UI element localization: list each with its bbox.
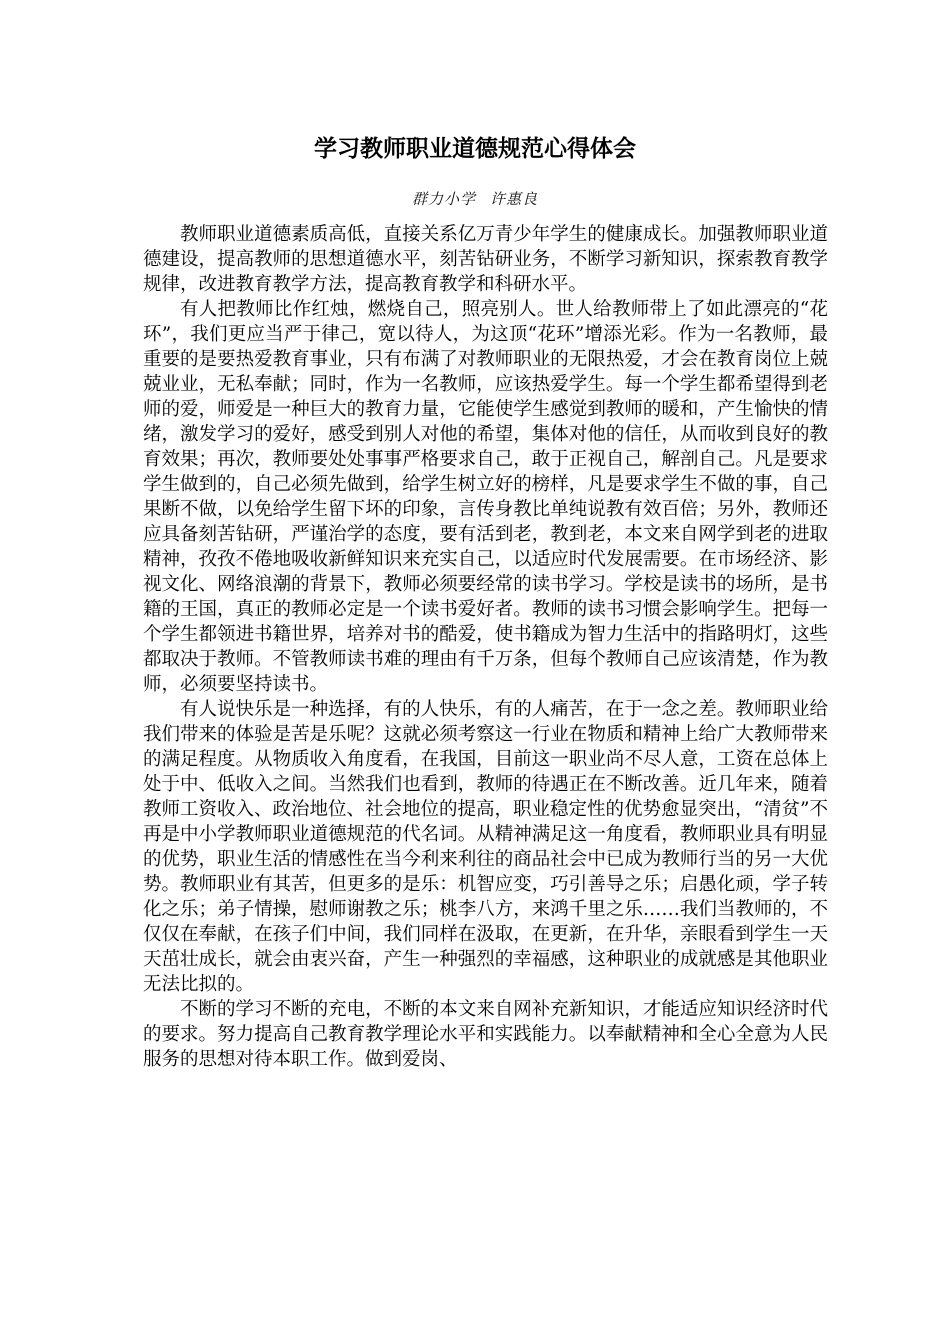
document-body <box>143 222 828 1072</box>
author-name: 许惠良 <box>490 190 539 208</box>
paragraph-2: 有人把教师比作红烛，燃烧自己，照亮别人。世人给教师带上了如此漂亮的“花环”，我们更应当严于律己，宽以待人，为这顶“花环”增添光彩。作为一名教师，最重要的是要热爱教育事业，只有布满了对教师职业的无限热爱，才会在教育岗位上兢兢业业，无私奉献；同时，作为一名教师，应该热爱学生。每一个学生都希望得到老师的爱，师爱是一种巨大的教育力量，它能使学生感觉到教师的暖和，产生愉快的情绪，激发学习的爱好，感受到别人对他的希望，集体对他的信任，从而收到良好的教育效果；再次，教师要处处事事严格要求自己，敢于正视自己，解剖自己。凡是要求学生做到的，自己必须先做到，给学生树立好的榜样，凡是要求学生不做的事，自己果断不做，以免给学生留下坏的印象，言传身教比单纯说教有效百倍；另外，教师还应具备刻苦钻研，严谨治学的态度，要有活到老，教到老，本文来自网学到老的进取精神，孜孜不倦地吸收新鲜知识来充实自己，以适应时代发展需要。在市场经济、影视文化、网络浪潮的背景下，教师必须要经常的读书学习。学校是读书的场所，是书籍的王国，真正的教师必定是一个读书爱好者。教师的读书习惯会影响学生。把每一个学生都领进书籍世界，培养对书的酷爱，使书籍成为智力生活中的指路明灯，这些都取决于教师。不管教师读书难的理由有千万条，但每个教师自己应该清楚，作为教师，必须要坚持读书。 <box>143 299 828 695</box>
paragraph-4: 不断的学习不断的充电，不断的本文来自网补充新知识，才能适应知识经济时代的要求。努力提高自己教育教学理论水平和实践能力。以奉献精神和全心全意为人民服务的思想对待本职工作。做到爱岗、 <box>143 999 828 1070</box>
paragraph-3: 有人说快乐是一种选择，有的人快乐，有的人痛苦，在于一念之差。教师职业给我们带来的体验是苦是乐呢？这就必须考察这一行业在物质和精神上给广大教师带来的满足程度。从物质收入角度看，在我国，目前这一职业尚不尽人意，工资在总体上处于中、低收入之间。当然我们也看到，教师的待遇正在不断改善。近几年来，随着教师工资收入、政治地位、社会地位的提高，职业稳定性的优势愈显突出，“清贫”不再是中小学教师职业道德规范的代名词。从精神满足这一角度看，教师职业具有明显的优势，职业生活的情感性在当今利来利往的商品社会中已成为教师行当的另一大优势。教师职业有其苦，但更多的是乐：机智应变，巧引善导之乐；启愚化顽，学子转化之乐；弟子情操，慰师谢教之乐；桃李八方，来鸿千里之乐……我们当教师的，不仅仅在奉献，在孩子们中间，我们同样在汲取，在更新，在升华，亲眼看到学生一天天茁壮成长，就会由衷兴奋，产生一种强烈的幸福感，这种职业的成就感是其他职业无法比拟的。 <box>143 699 828 995</box>
document-title: 学习教师职业道德规范心得体会 <box>314 136 636 162</box>
author-school: 群力小学 <box>411 190 476 208</box>
paragraph-1: 教师职业道德素质高低，直接关系亿万青少年学生的健康成长。加强教师职业道德建设，提高教师的思想道德水平，刻苦钻研业务，不断学习新知识，探索教育教学规律，改进教育教学方法，提高教育教学和科研水平。 <box>143 224 828 295</box>
author-line <box>0 188 950 210</box>
